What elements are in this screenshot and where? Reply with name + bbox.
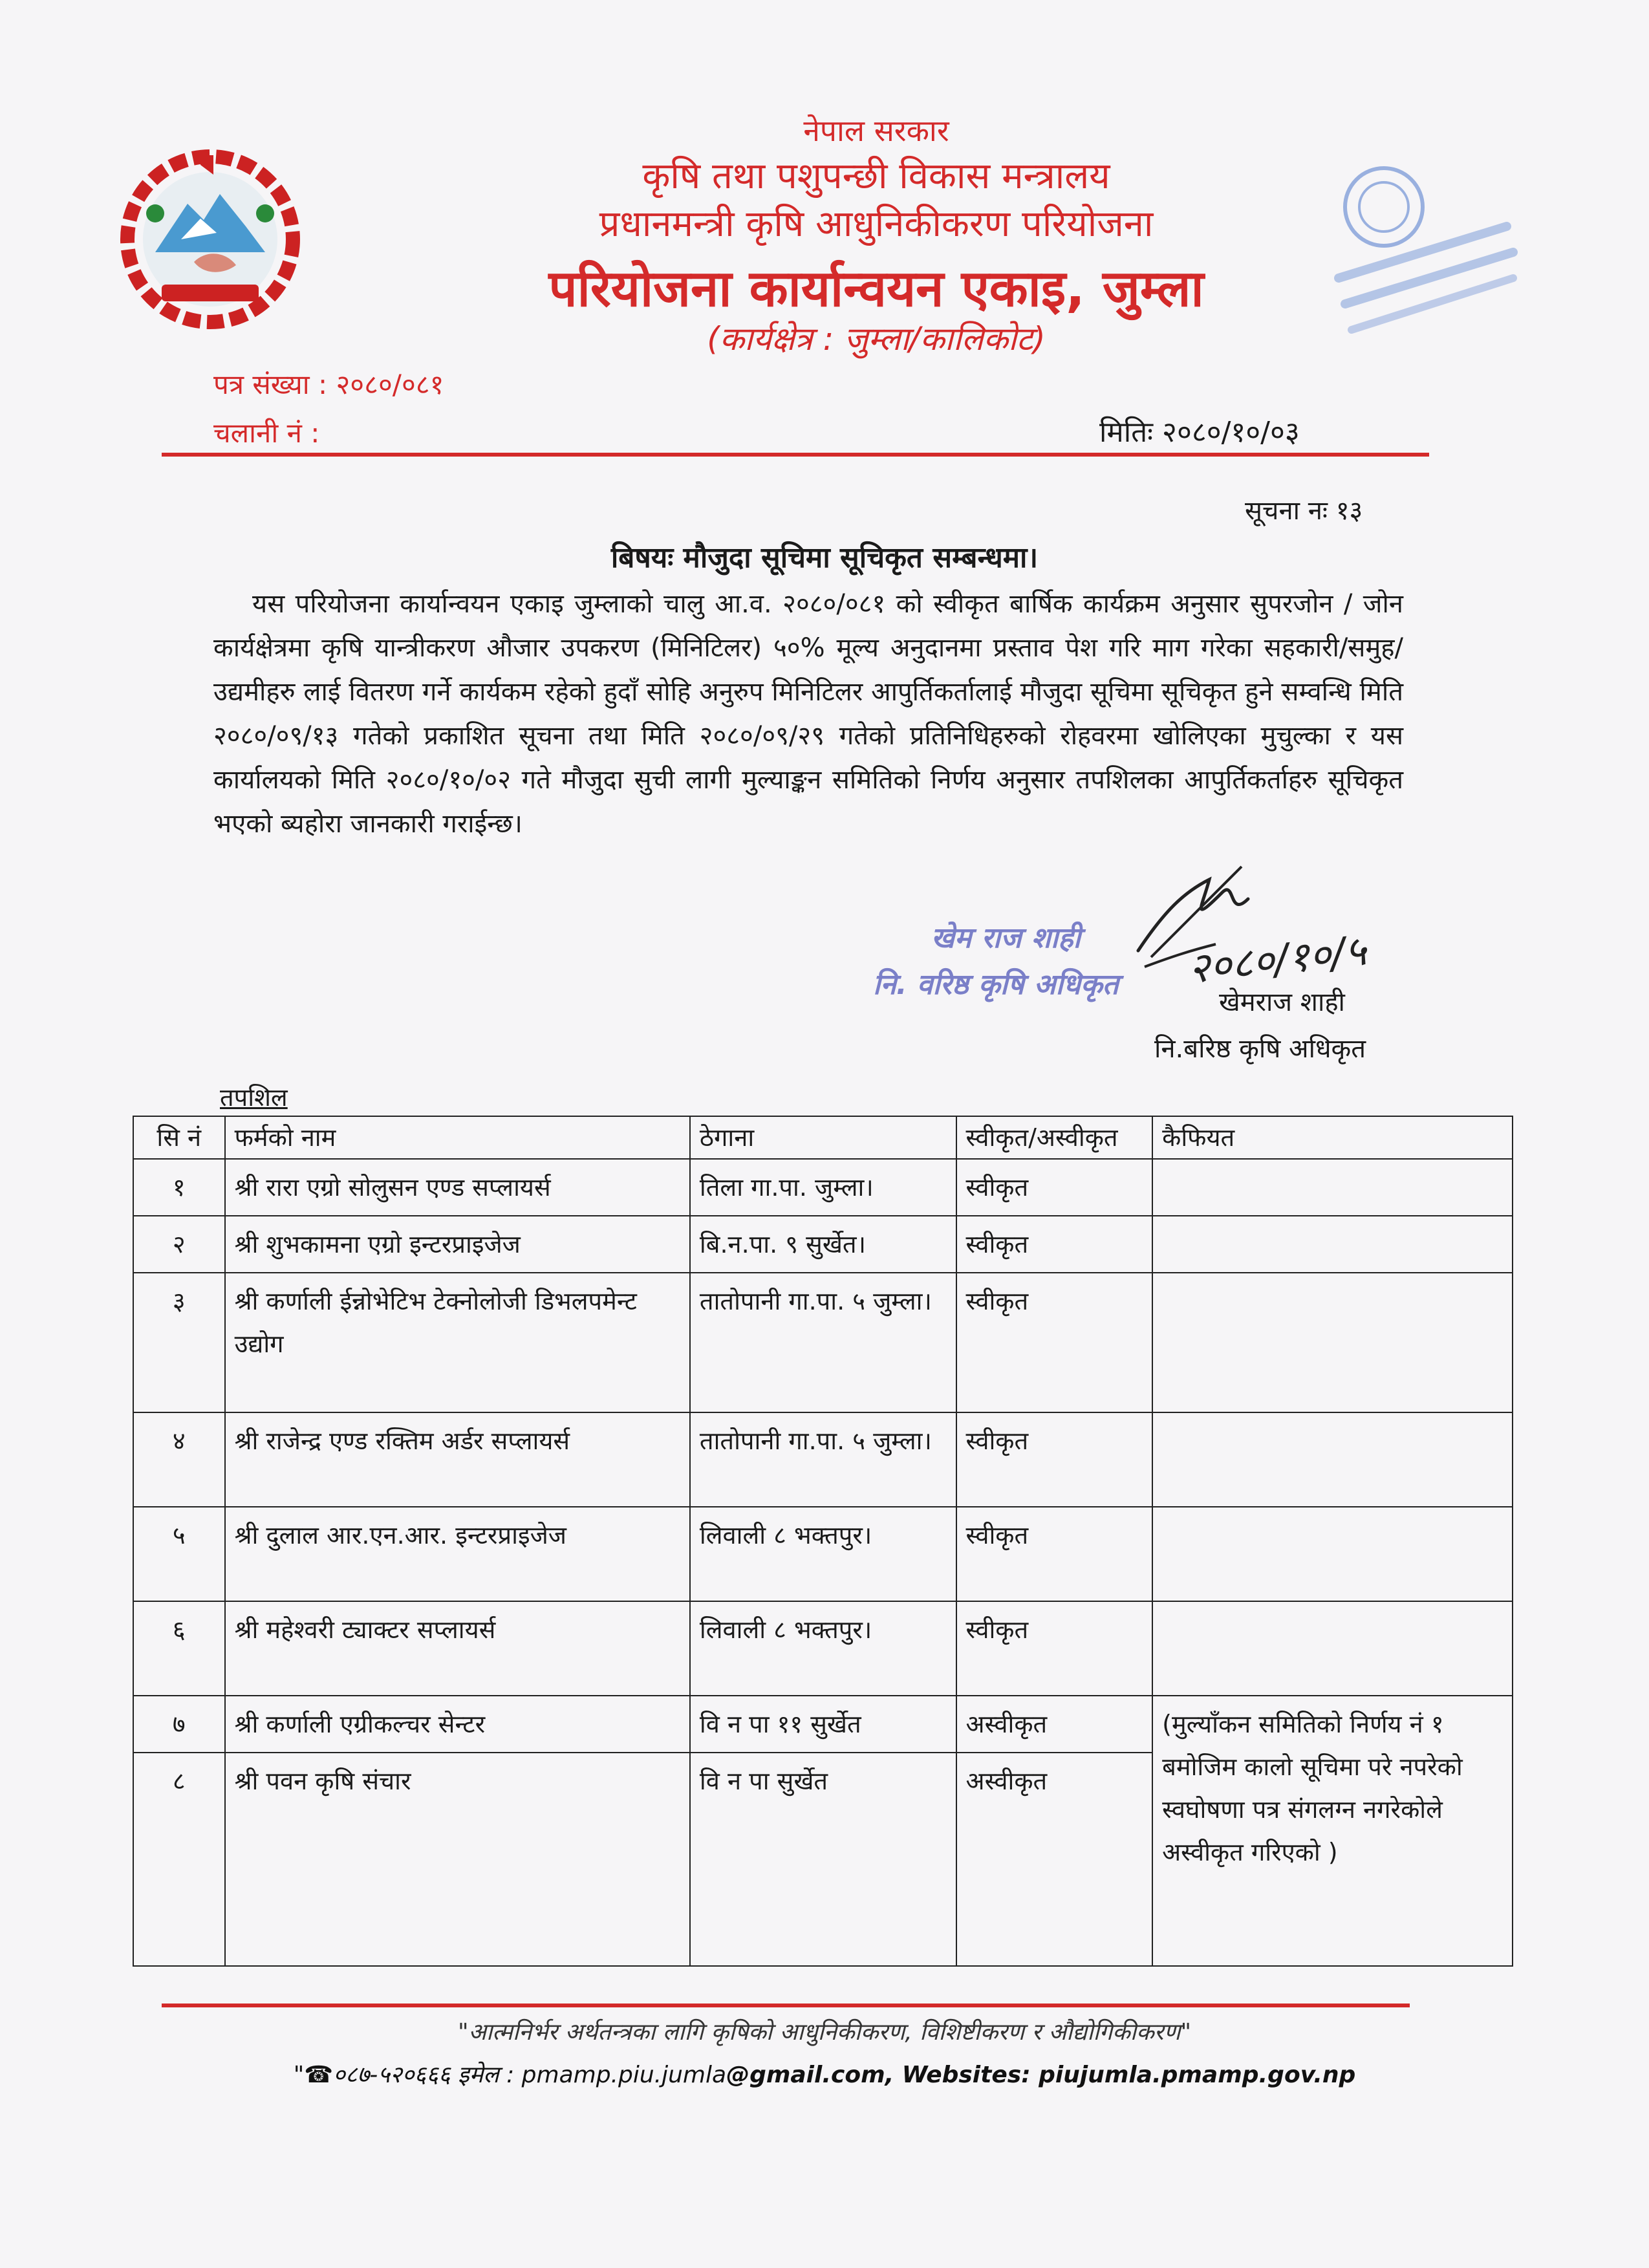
notice-number: सूचना नः १३ (1245, 496, 1363, 526)
cell-remarks (1152, 1273, 1513, 1412)
cell-remarks (1152, 1507, 1513, 1601)
body-paragraph: यस परियोजना कार्यान्वयन एकाइ जुम्लाको चालु आ.व. २०८०/०८१ को स्वीकृत बार्षिक कार्यक्रम अनुसार सुपरजोन / जोन कार्यक्षेत्रमा कृषि यान्त्रीकरण औजार उपकरण (मिनिटिलर) ५०% मूल्य अनुदानमा प्रस्ताव पेश गरि माग गरेका सहकारी/समुह/उद्यमीहरु लाई वितरण गर्ने कार्यकम रहेको हुदाँ सोहि अनुरुप मिनिटिलर आपुर्तिकर्तालाई मौजुदा सूचिमा सूचिकृत हुने सम्वन्धि मिति २०८०/०९/१३ गतेको प्रकाशित सूचना तथा मिति २०८०/०९/२९ गतेको प्रतिनिधिहरुको रोहवरमा खोलिएका मुचुल्का र यस कार्यालयको मिति २०८०/१०/०२ गते मौजुदा सुची लागी मुल्याङ्कन समितिको निर्णय अनुसार तपशिलका आपुर्तिकर्ताहरु सूचिकृत भएको ब्यहोरा जानकारी गराईन्छ। (213, 589, 1403, 839)
signatory-name: खेमराज शाही (1219, 988, 1345, 1017)
header-area: (कार्यक्षेत्र : जुम्ला/कालिकोट) (707, 320, 1046, 358)
cell-status: स्वीकृत (956, 1507, 1153, 1601)
footer-email-domain: @gmail.com, Websites: piujumla.pmamp.gov.np (726, 2062, 1356, 2088)
footer-phone: "☎०८७-५२०६६६ इमेल : (293, 2062, 515, 2088)
signature-date: २०८०/१०/५ (1185, 927, 1369, 993)
letter-date: मितिः २०८०/१०/०३ (1099, 416, 1300, 449)
cell-sn: ३ (133, 1273, 225, 1412)
signature-stamp-name: खेम राज शाही (931, 922, 1081, 955)
table-row (133, 1216, 1513, 1273)
signature-stamp-title: नि. वरिष्ठ कृषि अधिकृत (873, 968, 1119, 1001)
table-row (133, 1273, 1513, 1412)
table-row (133, 1159, 1513, 1216)
supplier-table (133, 1116, 1513, 1967)
cell-firm: श्री कर्णाली ईन्नोभेटिभ टेक्नोलोजी डिभलपमेन्ट उद्योग (225, 1273, 690, 1412)
cell-status: स्वीकृत (956, 1412, 1153, 1507)
cell-status: स्वीकृत (956, 1273, 1153, 1412)
signatory-title: नि.बरिष्ठ कृषि अधिकृत (1154, 1034, 1366, 1064)
dispatch-number: चलानी नं : (213, 417, 320, 449)
cell-remarks (1152, 1601, 1513, 1696)
cell-status: स्वीकृत (956, 1159, 1153, 1216)
cell-address: वि न पा ११ सुर्खेत (690, 1696, 956, 1753)
table-row (133, 1696, 1513, 1753)
header-divider (162, 453, 1429, 457)
footer-divider (162, 2003, 1410, 2007)
table-row (133, 1601, 1513, 1696)
cell-sn: ५ (133, 1507, 225, 1601)
col-header-firm: फर्मको नाम (225, 1116, 690, 1159)
header-government: नेपाल सरकार (803, 113, 949, 148)
header-unit: परियोजना कार्यान्वयन एकाइ, जुम्ला (548, 260, 1204, 318)
header-ministry: कृषि तथा पशुपन्छी विकास मन्त्रालय (642, 155, 1110, 197)
cell-firm: श्री राजेन्द्र एण्ड रक्तिम अर्डर सप्लायर्स (225, 1412, 690, 1507)
cell-firm: श्री महेश्वरी ट्याक्टर सप्लायर्स (225, 1601, 690, 1696)
cell-address: तिला गा.पा. जुम्ला। (690, 1159, 956, 1216)
col-header-remarks: कैफियत (1152, 1116, 1513, 1159)
footer-contact (0, 2058, 1649, 2090)
cell-firm: श्री रारा एग्रो सोलुसन एण्ड सप्लायर्स (225, 1159, 690, 1216)
cell-remarks-merged: (मुल्याँकन समितिको निर्णय नं १ बमोजिम कालो सूचिमा परे नपरेको स्वघोषणा पत्र संगलग्न नगरेकोले अस्वीकृत गरिएको ) (1152, 1696, 1513, 1966)
table-header-row (133, 1116, 1513, 1159)
cell-firm: श्री कर्णाली एग्रीकल्चर सेन्टर (225, 1696, 690, 1753)
footer-slogan: "आत्मनिर्भर अर्थतन्त्रका लागि कृषिको आधुनिकीकरण, विशिष्टीकरण र औद्योगिकीकरण" (457, 2019, 1192, 2046)
cell-address: लिवाली ८ भक्तपुर। (690, 1601, 956, 1696)
cell-firm: श्री पवन कृषि संचार (225, 1753, 690, 1966)
cell-remarks (1152, 1412, 1513, 1507)
letter-number: पत्र संख्या : २०८०/०८१ (213, 369, 444, 400)
cell-firm: श्री शुभकामना एग्रो इन्टरप्राइजेज (225, 1216, 690, 1273)
cell-firm: श्री दुलाल आर.एन.आर. इन्टरप्राइजेज (225, 1507, 690, 1601)
cell-address: तातोपानी गा.पा. ५ जुम्ला। (690, 1412, 956, 1507)
cell-remarks (1152, 1216, 1513, 1273)
col-header-address: ठेगाना (690, 1116, 956, 1159)
cell-address: तातोपानी गा.पा. ५ जुम्ला। (690, 1273, 956, 1412)
cell-status: स्वीकृत (956, 1601, 1153, 1696)
cell-status: स्वीकृत (956, 1216, 1153, 1273)
cell-sn: ६ (133, 1601, 225, 1696)
cell-status: अस्वीकृत (956, 1696, 1153, 1753)
cell-sn: १ (133, 1159, 225, 1216)
footer-email-user: pmamp.piu.jumla (521, 2062, 727, 2088)
subject-line: बिषयः मौजुदा सूचिमा सूचिकृत सम्बन्धमा। (610, 541, 1039, 574)
table-caption: तपशिल (220, 1083, 288, 1112)
table-row (133, 1507, 1513, 1601)
header-project: प्रधानमन्त्री कृषि आधुनिकीकरण परियोजना (599, 203, 1154, 245)
col-header-sn: सि नं (133, 1116, 225, 1159)
cell-sn: ८ (133, 1753, 225, 1966)
col-header-status: स्वीकृत/अस्वीकृत (956, 1116, 1153, 1159)
cell-sn: २ (133, 1216, 225, 1273)
cell-remarks (1152, 1159, 1513, 1216)
cell-address: लिवाली ८ भक्तपुर। (690, 1507, 956, 1601)
table-row (133, 1412, 1513, 1507)
cell-sn: ७ (133, 1696, 225, 1753)
cell-address: वि न पा सुर्खेत (690, 1753, 956, 1966)
cell-sn: ४ (133, 1412, 225, 1507)
cell-status: अस्वीकृत (956, 1753, 1153, 1966)
cell-address: बि.न.पा. ९ सुर्खेत। (690, 1216, 956, 1273)
